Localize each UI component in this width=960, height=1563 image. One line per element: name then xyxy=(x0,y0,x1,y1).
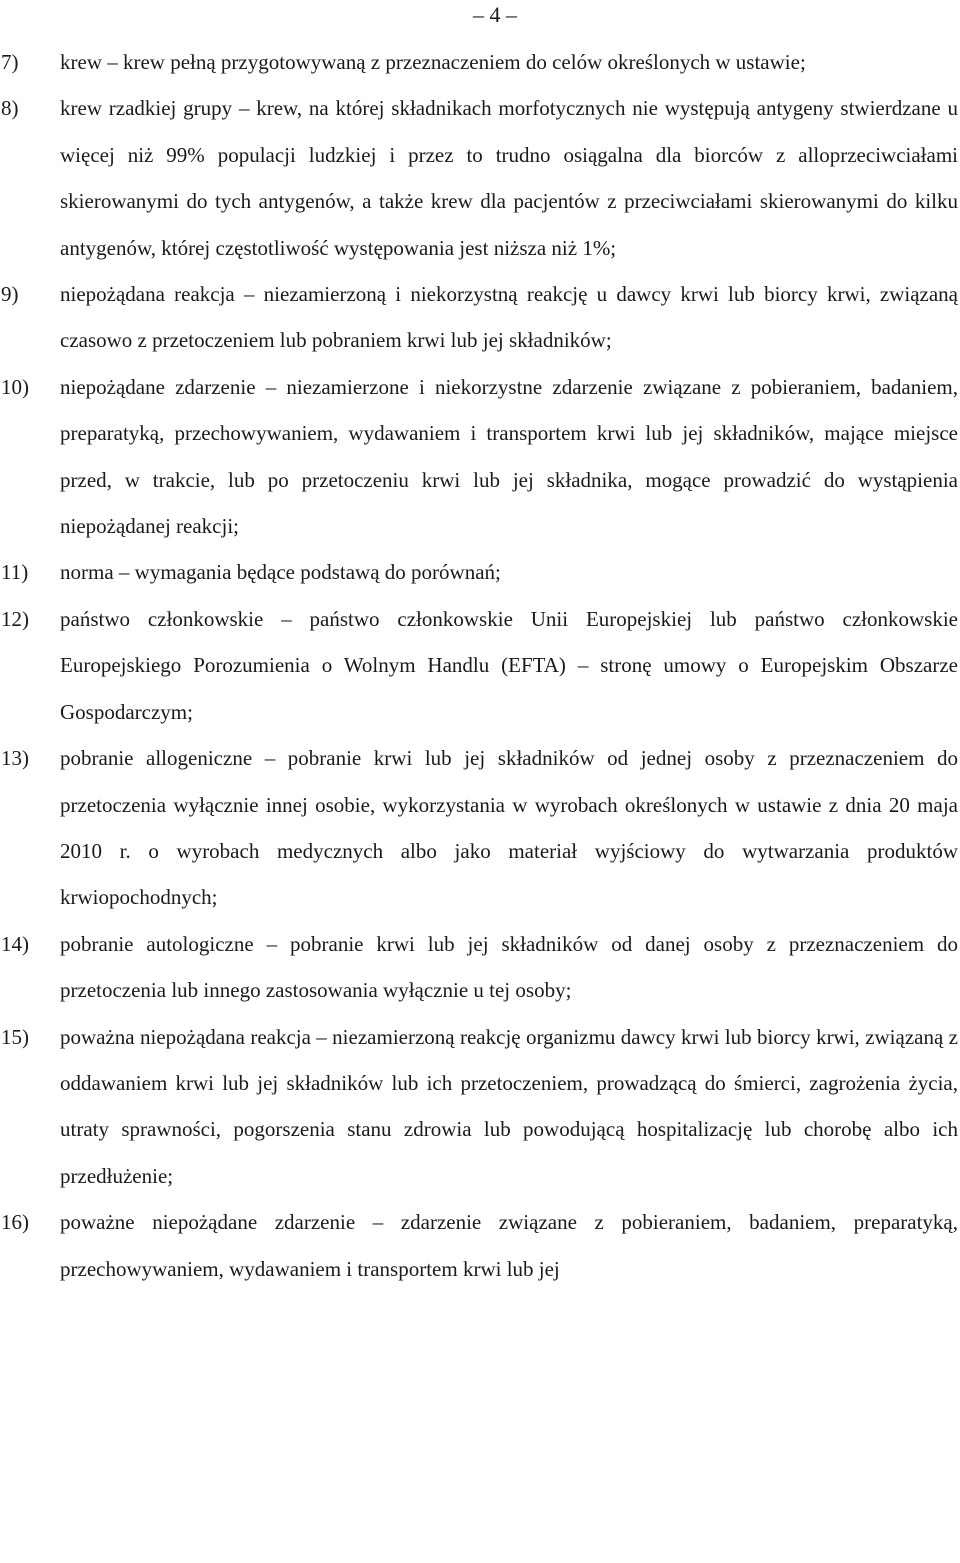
definition-item-9 xyxy=(0,271,960,364)
definition-item-11 xyxy=(0,549,960,595)
definition-text: poważna niepożądana reakcja – niezamierzoną reakcję organizmu dawcy krwi lub biorcy krwi, związaną z oddawaniem krwi lub jej składników lub ich przetoczeniem, prowadzącą do śmierci, zagrożenia życia, utraty sprawności, pogorszenia stanu zdrowia lub powodującą hospitalizację lub chorobę albo ich przedłużenie; xyxy=(60,1024,958,1188)
definition-item-13 xyxy=(0,735,960,921)
definition-number: 11) xyxy=(1,560,29,585)
definition-text: krew rzadkiej grupy – krew, na której składnikach morfotycznych nie występują antygeny stwierdzane u więcej niż 99% populacji ludzkiej i przez to trudno osiągalna dla biorców z alloprzeciwciałami skierowanymi do tych antygenów, a także krew dla pacjentów z przeciwciałami skierowanymi do kilku antygenów, której częstotliwość występowania jest niższa niż 1%; xyxy=(60,96,958,260)
definition-text: krew – krew pełną przygotowywaną z przeznaczeniem do celów określonych w ustawie; xyxy=(60,50,806,74)
definitions-list xyxy=(0,39,960,1292)
definition-text: niepożądane zdarzenie – niezamierzone i niekorzystne zdarzenie związane z pobieraniem, badaniem, preparatyką, przechowywaniem, wydawaniem i transportem krwi lub jej składników, mające miejsce przed, w trakcie, lub po przetoczeniu krwi lub jej składnika, mogące prowadzić do wystąpienia niepożądanej reakcji; xyxy=(60,374,958,539)
definition-text: pobranie autologiczne – pobranie krwi lub jej składników od danej osoby z przeznaczeniem do przetoczenia lub innego zastosowania wyłącznie u tej osoby; xyxy=(60,931,958,1003)
definition-number: 8) xyxy=(1,96,19,121)
definition-number: 16) xyxy=(1,1210,29,1235)
definition-number: 12) xyxy=(1,606,29,631)
definition-number: 9) xyxy=(1,282,19,307)
definition-item-16 xyxy=(0,1199,960,1292)
definition-number: 10) xyxy=(1,374,29,399)
definition-number: 15) xyxy=(1,1024,29,1049)
definition-item-15 xyxy=(0,1014,960,1200)
definition-number: 14) xyxy=(1,931,29,956)
definition-text: pobranie allogeniczne – pobranie krwi lub jej składników od jednej osoby z przeznaczeniem do przetoczenia wyłącznie innej osobie, wykorzystania w wyrobach określonych w ustawie z dnia 20 maja 2010 r. o wyrobach medycznych albo jako materiał wyjściowy do wytwarzania produktów krwiopochodnych; xyxy=(60,746,958,910)
definition-number: 7) xyxy=(1,50,19,74)
page-number: – 4 – xyxy=(473,2,517,27)
definition-text: norma – wymagania będące podstawą do porównań; xyxy=(60,560,501,585)
definition-text: państwo członkowskie – państwo członkowskie Unii Europejskiej lub państwo członkowskie Europejskiego Porozumienia o Wolnym Handlu (EFTA) – stronę umowy o Europejskim Obszarze Gospodarczym; xyxy=(60,606,958,724)
definition-text: poważne niepożądane zdarzenie – zdarzenie związane z pobieraniem, badaniem, preparatyką, przechowywaniem, wydawaniem i transportem krwi lub jej xyxy=(60,1210,958,1281)
definition-number: 13) xyxy=(1,746,29,771)
definition-item-14 xyxy=(0,921,960,1014)
definition-item-12 xyxy=(0,596,960,735)
definition-item-10 xyxy=(0,364,960,550)
definition-text: niepożądana reakcja – niezamierzoną i niekorzystną reakcję u dawcy krwi lub biorcy krwi, związaną czasowo z przetoczeniem lub pobraniem krwi lub jej składników; xyxy=(60,282,958,353)
definition-item-8 xyxy=(0,85,960,271)
definition-item-7 xyxy=(0,39,960,85)
